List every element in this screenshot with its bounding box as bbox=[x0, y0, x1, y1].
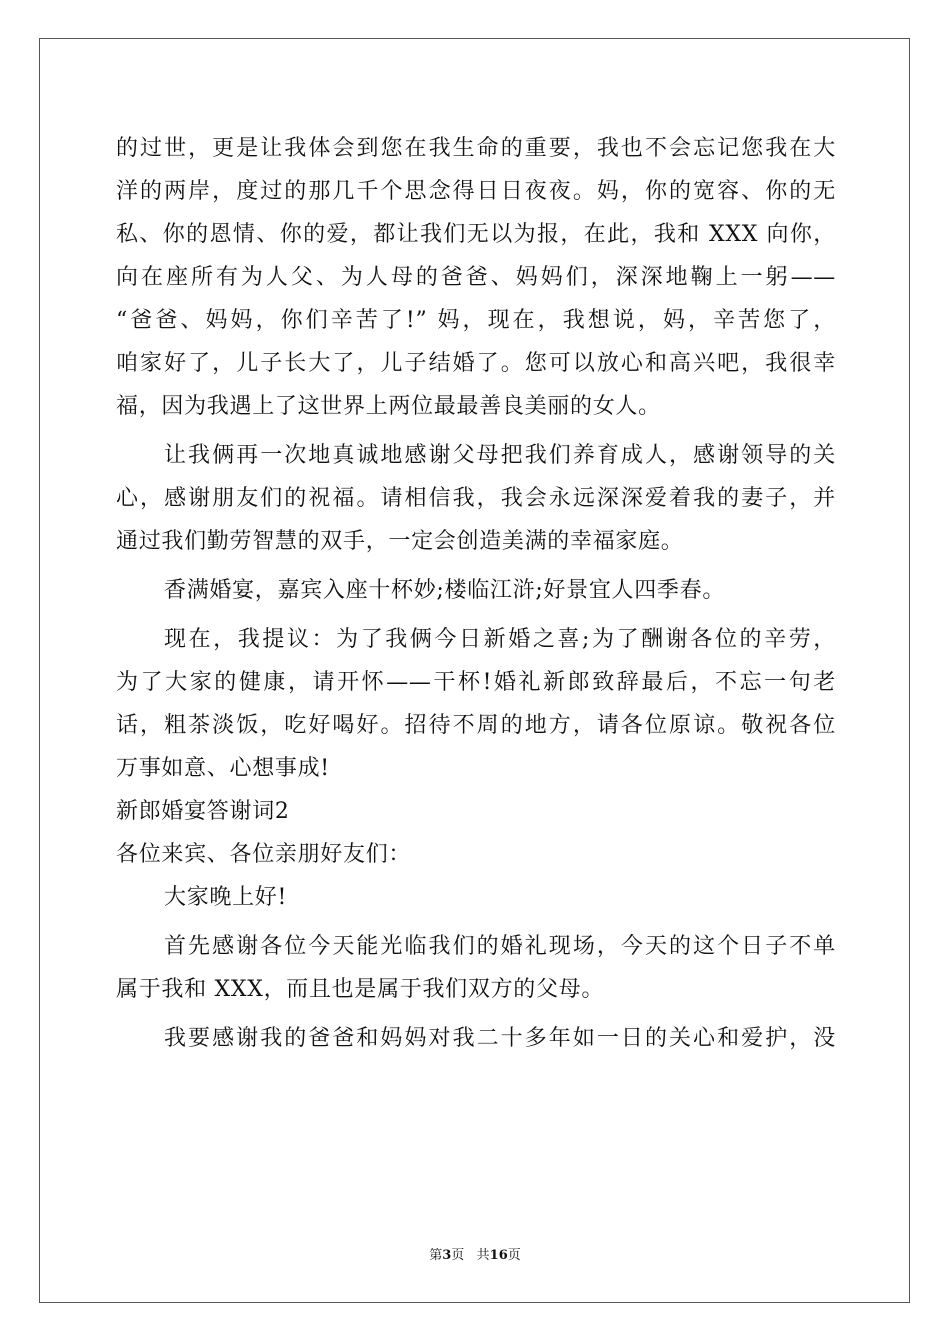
footer-suffix: 页 bbox=[507, 1248, 521, 1263]
text-line: 私、你的恩情、你的爱，都让我们无以为报，在此，我和 XXX 向你， bbox=[116, 222, 836, 247]
greeting: 大家晚上好! bbox=[164, 885, 288, 910]
text-line: “爸爸、妈妈，你们辛苦了!” 妈，现在，我想说，妈，辛苦您了， bbox=[116, 308, 836, 333]
text-line: 洋的两岸，度过的那几千个思念得日日夜夜。妈，你的宽容、你的无 bbox=[116, 179, 836, 204]
text-line: 属于我和 XXX，而且也是属于我们双方的父母。 bbox=[116, 977, 605, 1002]
text-line: 的过世，更是让我体会到您在我生命的重要，我也不会忘记您我在大 bbox=[116, 136, 836, 161]
footer-total-pages: 16 bbox=[489, 1248, 508, 1263]
footer-prefix: 第 bbox=[429, 1248, 443, 1263]
section-heading: 新郎婚宴答谢词2 bbox=[116, 799, 290, 824]
text-line: 为了大家的健康，请开怀——干杯!婚礼新郎致辞最后，不忘一句老 bbox=[116, 670, 836, 695]
footer-page-number: 3 bbox=[442, 1248, 452, 1263]
text-line: 现在，我提议：为了我俩今日新婚之喜;为了酬谢各位的辛劳， bbox=[164, 627, 836, 652]
text-line: 香满婚宴，嘉宾入座十杯妙;楼临江浒;好景宜人四季春。 bbox=[164, 578, 726, 603]
footer-middle: 页 共 bbox=[451, 1248, 490, 1263]
text-line: 让我俩再一次地真诚地感谢父母把我们养育成人，感谢领导的关 bbox=[164, 443, 836, 468]
text-line: 我要感谢我的爸爸和妈妈对我二十多年如一日的关心和爱护，没 bbox=[164, 1026, 836, 1051]
salutation: 各位来宾、各位亲朋好友们： bbox=[116, 842, 412, 867]
text-line: 心，感谢朋友们的祝福。请相信我，我会永远深深爱着我的妻子，并 bbox=[116, 486, 836, 511]
text-line: 万事如意、心想事成! bbox=[116, 756, 330, 781]
text-line: 福，因为我遇上了这世界上两位最最善良美丽的女人。 bbox=[116, 394, 661, 419]
text-line: 咱家好了，儿子长大了，儿子结婚了。您可以放心和高兴吧，我很幸 bbox=[116, 351, 836, 376]
text-line: 首先感谢各位今天能光临我们的婚礼现场，今天的这个日子不单 bbox=[164, 934, 836, 959]
text-line: 话，粗茶淡饭，吃好喝好。招待不周的地方，请各位原谅。敬祝各位 bbox=[116, 713, 836, 738]
document-body bbox=[116, 127, 836, 1060]
text-line: 向在座所有为人父、为人母的爸爸、妈妈们，深深地鞠上一躬—— bbox=[116, 265, 836, 290]
text-line: 通过我们勤劳智慧的双手，一定会创造美满的幸福家庭。 bbox=[116, 529, 684, 554]
page-footer bbox=[0, 1247, 950, 1265]
